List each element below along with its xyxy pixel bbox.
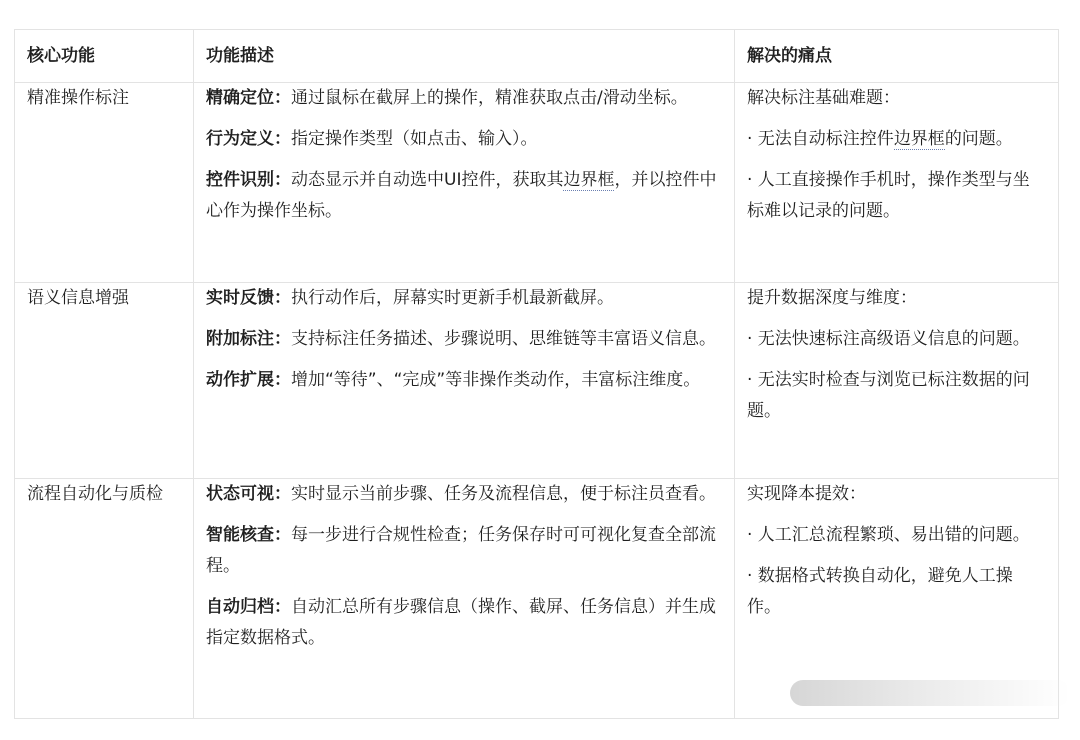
- feature-name: 精准操作标注: [15, 83, 194, 283]
- pain-item: · 无法实时检查与浏览已标注数据的问题。: [747, 370, 1030, 421]
- description-text: 实时显示当前步骤、任务及流程信息，便于标注员查看。: [291, 484, 716, 504]
- feature-name: 语义信息增强: [15, 283, 194, 479]
- description-item: [206, 520, 722, 582]
- pain-points-cell: [735, 283, 1059, 479]
- pain-item: · 人工汇总流程繁琐、易出错的问题。: [747, 525, 1030, 545]
- pain-item: · 人工直接操作手机时，操作类型与坐标难以记录的问题。: [747, 170, 1030, 221]
- pain-item: [747, 124, 1046, 155]
- pain-item: · 无法快速标注高级语义信息的问题。: [747, 329, 1030, 349]
- description-text: ，并以控件中心作为操作坐标。: [206, 170, 717, 221]
- faded-overlay-bubble: [790, 680, 1070, 706]
- description-text: 支持标注任务描述、步骤说明、思维链等丰富语义信息。: [291, 329, 716, 349]
- description-label: 精确定位：: [206, 88, 291, 108]
- pain-heading: 提升数据深度与维度：: [747, 288, 917, 308]
- description-item: [206, 592, 722, 654]
- feature-description-cell: [194, 479, 735, 719]
- description-item: [206, 479, 722, 510]
- description-item: [206, 324, 722, 355]
- description-label: 控件识别：: [206, 170, 291, 190]
- description-text: 每一步进行合规性检查；任务保存时可可视化复查全部流程。: [206, 525, 716, 576]
- description-item: [206, 365, 722, 396]
- pain-text: 的问题。: [944, 129, 1013, 149]
- pain-text: · 无法自动标注控件: [747, 129, 894, 149]
- header-pain-points: 解决的痛点: [735, 30, 1059, 83]
- pain-points-cell: [735, 83, 1059, 283]
- term-annotation[interactable]: 边界框: [893, 129, 945, 149]
- term-annotation[interactable]: 边界框: [563, 170, 615, 190]
- description-label: 自动归档：: [206, 597, 291, 617]
- description-text: 通过鼠标在截屏上的操作，精准获取点击/滑动坐标。: [291, 88, 688, 108]
- description-label: 附加标注：: [206, 329, 291, 349]
- description-item: [206, 83, 722, 114]
- description-text: 执行动作后，屏幕实时更新手机最新截屏。: [291, 288, 614, 308]
- description-item: [206, 283, 722, 314]
- description-label: 智能核查：: [206, 525, 291, 545]
- description-text: 动态显示并自动选中UI控件，获取其: [291, 170, 564, 190]
- description-text: 增加“等待”、“完成”等非操作类动作，丰富标注维度。: [291, 370, 701, 390]
- feature-table: [14, 29, 1059, 719]
- feature-description-cell: [194, 83, 735, 283]
- pain-heading: 实现降本提效：: [747, 484, 866, 504]
- description-label: 行为定义：: [206, 129, 291, 149]
- description-label: 状态可视：: [206, 484, 291, 504]
- feature-name: 流程自动化与质检: [15, 479, 194, 719]
- description-item: [206, 124, 722, 155]
- description-text: 指定操作类型（如点击、输入）。: [291, 129, 538, 149]
- header-feature-description: 功能描述: [194, 30, 735, 83]
- table-row: [15, 283, 1059, 479]
- table-row: [15, 83, 1059, 283]
- description-text: 自动汇总所有步骤信息（操作、截屏、任务信息）并生成指定数据格式。: [206, 597, 716, 648]
- pain-item: · 数据格式转换自动化，避免人工操作。: [747, 566, 1013, 617]
- description-label: 实时反馈：: [206, 288, 291, 308]
- header-core-feature: 核心功能: [15, 30, 194, 83]
- description-item: [206, 165, 722, 227]
- table-header-row: [15, 30, 1059, 83]
- feature-description-cell: [194, 283, 735, 479]
- description-label: 动作扩展：: [206, 370, 291, 390]
- pain-heading: 解决标注基础难题：: [747, 88, 900, 108]
